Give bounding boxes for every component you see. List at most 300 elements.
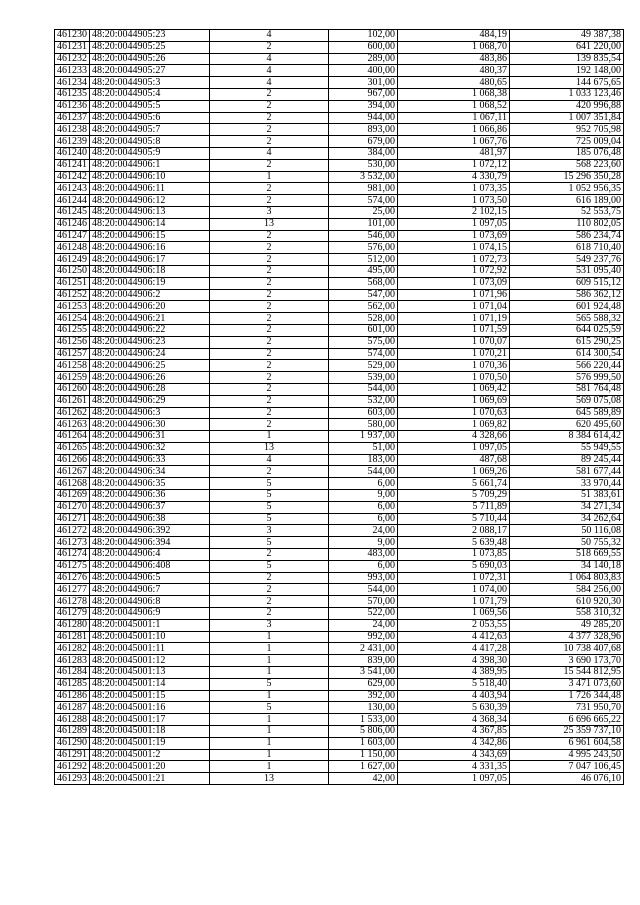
area-cell: 392,00 xyxy=(329,690,398,702)
unit-value-cell: 487,68 xyxy=(398,454,510,466)
cadastral-value-cell: 7 047 106,45 xyxy=(510,761,624,773)
area-cell: 102,00 xyxy=(329,30,398,42)
unit-value-cell: 2 102,15 xyxy=(398,206,510,218)
category-cell: 2 xyxy=(210,136,329,148)
cadastral-value-cell: 584 256,00 xyxy=(510,584,624,596)
cadastral-value-cell: 641 220,00 xyxy=(510,41,624,53)
cadastral-value-cell: 616 189,00 xyxy=(510,195,624,207)
cadastral-number-cell: 48:20:0045001:12 xyxy=(90,655,210,667)
table-row xyxy=(55,584,624,596)
unit-value-cell: 484,19 xyxy=(398,30,510,42)
table-row xyxy=(55,442,624,454)
cadastral-value-cell: 565 588,32 xyxy=(510,313,624,325)
unit-value-cell: 1 070,21 xyxy=(398,348,510,360)
cadastral-number-cell: 48:20:0044905:6 xyxy=(90,112,210,124)
table-row xyxy=(55,655,624,667)
area-cell: 51,00 xyxy=(329,442,398,454)
cadastral-number-cell: 48:20:0044906:31 xyxy=(90,431,210,443)
table-row xyxy=(55,171,624,183)
cadastral-value-cell: 51 383,61 xyxy=(510,490,624,502)
table-row xyxy=(55,478,624,490)
category-cell: 2 xyxy=(210,88,329,100)
unit-value-cell: 4 403,94 xyxy=(398,690,510,702)
cadastral-value-cell: 55 949,55 xyxy=(510,442,624,454)
cadastral-value-cell: 110 802,05 xyxy=(510,218,624,230)
table-row xyxy=(55,100,624,112)
cadastral-number-cell: 48:20:0044905:8 xyxy=(90,136,210,148)
category-cell: 4 xyxy=(210,77,329,89)
cadastral-number-cell: 48:20:0044906:36 xyxy=(90,490,210,502)
category-cell: 2 xyxy=(210,372,329,384)
table-row xyxy=(55,667,624,679)
area-cell: 183,00 xyxy=(329,454,398,466)
table-row xyxy=(55,407,624,419)
unit-value-cell: 1 068,70 xyxy=(398,41,510,53)
unit-value-cell: 5 518,40 xyxy=(398,678,510,690)
category-cell: 2 xyxy=(210,572,329,584)
area-cell: 495,00 xyxy=(329,265,398,277)
cadastral-number-cell: 48:20:0044906:33 xyxy=(90,454,210,466)
cadastral-number-cell: 48:20:0044906:16 xyxy=(90,242,210,254)
row-number-cell: 461249 xyxy=(55,254,90,266)
table-row xyxy=(55,749,624,761)
unit-value-cell: 5 709,29 xyxy=(398,490,510,502)
table-row xyxy=(55,726,624,738)
row-number-cell: 461230 xyxy=(55,30,90,42)
unit-value-cell: 1 073,35 xyxy=(398,183,510,195)
category-cell: 2 xyxy=(210,230,329,242)
row-number-cell: 461282 xyxy=(55,643,90,655)
row-number-cell: 461266 xyxy=(55,454,90,466)
area-cell: 530,00 xyxy=(329,159,398,171)
area-cell: 6,00 xyxy=(329,501,398,513)
cadastral-number-cell: 48:20:0045001:16 xyxy=(90,702,210,714)
category-cell: 1 xyxy=(210,761,329,773)
unit-value-cell: 1 070,50 xyxy=(398,372,510,384)
cadastral-value-cell: 34 140,18 xyxy=(510,560,624,572)
area-cell: 992,00 xyxy=(329,631,398,643)
row-number-cell: 461265 xyxy=(55,442,90,454)
cadastral-number-cell: 48:20:0045001:21 xyxy=(90,773,210,785)
cadastral-number-cell: 48:20:0044906:15 xyxy=(90,230,210,242)
category-cell: 2 xyxy=(210,466,329,478)
unit-value-cell: 1 097,05 xyxy=(398,773,510,785)
row-number-cell: 461272 xyxy=(55,525,90,537)
cadastral-number-cell: 48:20:0044905:26 xyxy=(90,53,210,65)
cadastral-value-cell: 25 359 737,10 xyxy=(510,726,624,738)
table-row xyxy=(55,183,624,195)
unit-value-cell: 1 069,82 xyxy=(398,419,510,431)
cadastral-value-cell: 144 675,65 xyxy=(510,77,624,89)
cadastral-value-cell: 566 220,44 xyxy=(510,360,624,372)
row-number-cell: 461271 xyxy=(55,513,90,525)
area-cell: 301,00 xyxy=(329,77,398,89)
category-cell: 5 xyxy=(210,560,329,572)
table-row xyxy=(55,549,624,561)
table-row xyxy=(55,643,624,655)
area-cell: 601,00 xyxy=(329,324,398,336)
category-cell: 2 xyxy=(210,277,329,289)
category-cell: 4 xyxy=(210,65,329,77)
cadastral-value-cell: 549 237,76 xyxy=(510,254,624,266)
row-number-cell: 461263 xyxy=(55,419,90,431)
cadastral-value-cell: 15 296 350,28 xyxy=(510,171,624,183)
unit-value-cell: 1 069,42 xyxy=(398,383,510,395)
cadastral-value-cell: 1 726 344,48 xyxy=(510,690,624,702)
cadastral-number-cell: 48:20:0044906:24 xyxy=(90,348,210,360)
category-cell: 2 xyxy=(210,265,329,277)
table-row xyxy=(55,454,624,466)
category-cell: 2 xyxy=(210,100,329,112)
area-cell: 580,00 xyxy=(329,419,398,431)
category-cell: 5 xyxy=(210,702,329,714)
row-number-cell: 461280 xyxy=(55,619,90,631)
row-number-cell: 461278 xyxy=(55,596,90,608)
category-cell: 5 xyxy=(210,490,329,502)
category-cell: 2 xyxy=(210,313,329,325)
row-number-cell: 461255 xyxy=(55,324,90,336)
table-row xyxy=(55,419,624,431)
area-cell: 5 806,00 xyxy=(329,726,398,738)
cadastral-number-cell: 48:20:0044906:32 xyxy=(90,442,210,454)
table-body xyxy=(55,30,624,785)
unit-value-cell: 1 068,38 xyxy=(398,88,510,100)
row-number-cell: 461243 xyxy=(55,183,90,195)
cadastral-value-cell: 34 262,64 xyxy=(510,513,624,525)
unit-value-cell: 1 069,69 xyxy=(398,395,510,407)
unit-value-cell: 5 661,74 xyxy=(398,478,510,490)
table-row xyxy=(55,383,624,395)
table-row xyxy=(55,702,624,714)
unit-value-cell: 1 068,52 xyxy=(398,100,510,112)
table-row xyxy=(55,572,624,584)
row-number-cell: 461251 xyxy=(55,277,90,289)
cadastral-number-cell: 48:20:0044906:1 xyxy=(90,159,210,171)
area-cell: 679,00 xyxy=(329,136,398,148)
area-cell: 1 533,00 xyxy=(329,714,398,726)
row-number-cell: 461239 xyxy=(55,136,90,148)
table-row xyxy=(55,596,624,608)
row-number-cell: 461286 xyxy=(55,690,90,702)
area-cell: 546,00 xyxy=(329,230,398,242)
unit-value-cell: 1 074,15 xyxy=(398,242,510,254)
area-cell: 3 532,00 xyxy=(329,171,398,183)
table-row xyxy=(55,678,624,690)
category-cell: 5 xyxy=(210,678,329,690)
cadastral-value-cell: 1 033 123,46 xyxy=(510,88,624,100)
table-row xyxy=(55,65,624,77)
cadastral-number-cell: 48:20:0044906:5 xyxy=(90,572,210,584)
row-number-cell: 461240 xyxy=(55,147,90,159)
row-number-cell: 461284 xyxy=(55,667,90,679)
area-cell: 1 150,00 xyxy=(329,749,398,761)
row-number-cell: 461275 xyxy=(55,560,90,572)
category-cell: 1 xyxy=(210,667,329,679)
area-cell: 483,00 xyxy=(329,549,398,561)
row-number-cell: 461273 xyxy=(55,537,90,549)
table-row xyxy=(55,466,624,478)
unit-value-cell: 1 073,50 xyxy=(398,195,510,207)
unit-value-cell: 4 328,66 xyxy=(398,431,510,443)
unit-value-cell: 1 070,36 xyxy=(398,360,510,372)
cadastral-number-cell: 48:20:0044906:21 xyxy=(90,313,210,325)
cadastral-value-cell: 192 148,00 xyxy=(510,65,624,77)
cadastral-value-cell: 8 384 614,42 xyxy=(510,431,624,443)
table-row xyxy=(55,395,624,407)
table-row xyxy=(55,313,624,325)
table-row xyxy=(55,690,624,702)
cadastral-number-cell: 48:20:0044906:23 xyxy=(90,336,210,348)
table-row xyxy=(55,136,624,148)
row-number-cell: 461258 xyxy=(55,360,90,372)
cadastral-value-cell: 49 387,38 xyxy=(510,30,624,42)
unit-value-cell: 4 368,34 xyxy=(398,714,510,726)
cadastral-value-cell: 4 377 328,96 xyxy=(510,631,624,643)
cadastral-value-cell: 576 999,50 xyxy=(510,372,624,384)
table-row xyxy=(55,360,624,372)
row-number-cell: 461252 xyxy=(55,289,90,301)
row-number-cell: 461283 xyxy=(55,655,90,667)
unit-value-cell: 5 690,03 xyxy=(398,560,510,572)
table-row xyxy=(55,88,624,100)
cadastral-number-cell: 48:20:0045001:2 xyxy=(90,749,210,761)
cadastral-number-cell: 48:20:0044906:17 xyxy=(90,254,210,266)
cadastral-number-cell: 48:20:0044905:4 xyxy=(90,88,210,100)
cadastral-number-cell: 48:20:0044906:408 xyxy=(90,560,210,572)
area-cell: 603,00 xyxy=(329,407,398,419)
unit-value-cell: 1 072,73 xyxy=(398,254,510,266)
cadastral-value-cell: 3 690 173,70 xyxy=(510,655,624,667)
cadastral-number-cell: 48:20:0045001:10 xyxy=(90,631,210,643)
unit-value-cell: 1 073,85 xyxy=(398,549,510,561)
cadastral-number-cell: 48:20:0044906:13 xyxy=(90,206,210,218)
cadastral-value-cell: 33 970,44 xyxy=(510,478,624,490)
row-number-cell: 461246 xyxy=(55,218,90,230)
row-number-cell: 461237 xyxy=(55,112,90,124)
area-cell: 394,00 xyxy=(329,100,398,112)
cadastral-value-cell: 50 116,08 xyxy=(510,525,624,537)
area-cell: 528,00 xyxy=(329,313,398,325)
table-row xyxy=(55,277,624,289)
cadastral-number-cell: 48:20:0044906:14 xyxy=(90,218,210,230)
row-number-cell: 461238 xyxy=(55,124,90,136)
cadastral-number-cell: 48:20:0044906:8 xyxy=(90,596,210,608)
table-row xyxy=(55,254,624,266)
row-number-cell: 461250 xyxy=(55,265,90,277)
cadastral-value-cell: 50 755,32 xyxy=(510,537,624,549)
area-cell: 967,00 xyxy=(329,88,398,100)
category-cell: 3 xyxy=(210,206,329,218)
area-cell: 981,00 xyxy=(329,183,398,195)
cadastral-value-cell: 49 285,20 xyxy=(510,619,624,631)
category-cell: 3 xyxy=(210,525,329,537)
row-number-cell: 461291 xyxy=(55,749,90,761)
row-number-cell: 461242 xyxy=(55,171,90,183)
cadastral-number-cell: 48:20:0044906:10 xyxy=(90,171,210,183)
unit-value-cell: 4 331,35 xyxy=(398,761,510,773)
table-row xyxy=(55,324,624,336)
cadastral-value-cell: 185 076,48 xyxy=(510,147,624,159)
cadastral-value-cell: 568 223,60 xyxy=(510,159,624,171)
category-cell: 4 xyxy=(210,454,329,466)
unit-value-cell: 5 630,39 xyxy=(398,702,510,714)
table-row xyxy=(55,490,624,502)
area-cell: 6,00 xyxy=(329,560,398,572)
cadastral-number-cell: 48:20:0044905:5 xyxy=(90,100,210,112)
cadastral-number-cell: 48:20:0045001:14 xyxy=(90,678,210,690)
area-cell: 384,00 xyxy=(329,147,398,159)
cadastral-number-cell: 48:20:0044905:3 xyxy=(90,77,210,89)
category-cell: 1 xyxy=(210,431,329,443)
cadastral-value-cell: 46 076,10 xyxy=(510,773,624,785)
cadastral-number-cell: 48:20:0044905:7 xyxy=(90,124,210,136)
row-number-cell: 461254 xyxy=(55,313,90,325)
table-row xyxy=(55,301,624,313)
cadastral-number-cell: 48:20:0044906:19 xyxy=(90,277,210,289)
area-cell: 3 541,00 xyxy=(329,667,398,679)
category-cell: 2 xyxy=(210,301,329,313)
row-number-cell: 461287 xyxy=(55,702,90,714)
cadastral-number-cell: 48:20:0045001:13 xyxy=(90,667,210,679)
row-number-cell: 461269 xyxy=(55,490,90,502)
unit-value-cell: 4 389,95 xyxy=(398,667,510,679)
table-row xyxy=(55,147,624,159)
area-cell: 24,00 xyxy=(329,525,398,537)
area-cell: 101,00 xyxy=(329,218,398,230)
area-cell: 944,00 xyxy=(329,112,398,124)
area-cell: 1 627,00 xyxy=(329,761,398,773)
cadastral-number-cell: 48:20:0044906:18 xyxy=(90,265,210,277)
category-cell: 13 xyxy=(210,218,329,230)
cadastral-value-cell: 52 553,75 xyxy=(510,206,624,218)
cadastral-number-cell: 48:20:0045001:19 xyxy=(90,737,210,749)
unit-value-cell: 1 071,04 xyxy=(398,301,510,313)
row-number-cell: 461256 xyxy=(55,336,90,348)
table-row xyxy=(55,124,624,136)
unit-value-cell: 1 071,19 xyxy=(398,313,510,325)
row-number-cell: 461236 xyxy=(55,100,90,112)
table-row xyxy=(55,560,624,572)
table-row xyxy=(55,501,624,513)
area-cell: 574,00 xyxy=(329,348,398,360)
cadastral-number-cell: 48:20:0044906:29 xyxy=(90,395,210,407)
cadastral-number-cell: 48:20:0045001:11 xyxy=(90,643,210,655)
area-cell: 568,00 xyxy=(329,277,398,289)
cadastral-number-cell: 48:20:0044905:25 xyxy=(90,41,210,53)
cadastral-value-cell: 6 696 665,22 xyxy=(510,714,624,726)
unit-value-cell: 5 639,48 xyxy=(398,537,510,549)
cadastral-number-cell: 48:20:0045001:20 xyxy=(90,761,210,773)
area-cell: 539,00 xyxy=(329,372,398,384)
unit-value-cell: 4 398,30 xyxy=(398,655,510,667)
cadastral-value-cell: 3 471 073,60 xyxy=(510,678,624,690)
cadastral-number-cell: 48:20:0044906:392 xyxy=(90,525,210,537)
row-number-cell: 461245 xyxy=(55,206,90,218)
row-number-cell: 461261 xyxy=(55,395,90,407)
row-number-cell: 461274 xyxy=(55,549,90,561)
cadastral-number-cell: 48:20:0044905:9 xyxy=(90,147,210,159)
category-cell: 2 xyxy=(210,289,329,301)
area-cell: 42,00 xyxy=(329,773,398,785)
cadastral-value-cell: 586 362,12 xyxy=(510,289,624,301)
row-number-cell: 461264 xyxy=(55,431,90,443)
row-number-cell: 461233 xyxy=(55,65,90,77)
area-cell: 9,00 xyxy=(329,490,398,502)
area-cell: 6,00 xyxy=(329,478,398,490)
area-cell: 289,00 xyxy=(329,53,398,65)
category-cell: 2 xyxy=(210,195,329,207)
cadastral-number-cell: 48:20:0044906:11 xyxy=(90,183,210,195)
cadastral-number-cell: 48:20:0044906:35 xyxy=(90,478,210,490)
cadastral-value-cell: 1 052 956,35 xyxy=(510,183,624,195)
cadastral-value-cell: 6 961 604,58 xyxy=(510,737,624,749)
unit-value-cell: 1 073,69 xyxy=(398,230,510,242)
unit-value-cell: 4 342,86 xyxy=(398,737,510,749)
row-number-cell: 461268 xyxy=(55,478,90,490)
area-cell: 574,00 xyxy=(329,195,398,207)
cadastral-value-cell: 610 920,30 xyxy=(510,596,624,608)
unit-value-cell: 1 097,05 xyxy=(398,218,510,230)
category-cell: 2 xyxy=(210,360,329,372)
category-cell: 1 xyxy=(210,631,329,643)
cadastral-number-cell: 48:20:0044906:28 xyxy=(90,383,210,395)
unit-value-cell: 1 074,00 xyxy=(398,584,510,596)
cadastral-value-cell: 558 310,32 xyxy=(510,608,624,620)
category-cell: 2 xyxy=(210,407,329,419)
category-cell: 5 xyxy=(210,537,329,549)
cadastral-number-cell: 48:20:0044906:12 xyxy=(90,195,210,207)
category-cell: 2 xyxy=(210,324,329,336)
unit-value-cell: 5 710,44 xyxy=(398,513,510,525)
cadastral-number-cell: 48:20:0044906:394 xyxy=(90,537,210,549)
unit-value-cell: 1 070,63 xyxy=(398,407,510,419)
unit-value-cell: 1 067,11 xyxy=(398,112,510,124)
category-cell: 2 xyxy=(210,112,329,124)
table-row xyxy=(55,372,624,384)
table-row xyxy=(55,53,624,65)
category-cell: 2 xyxy=(210,395,329,407)
table-row xyxy=(55,41,624,53)
area-cell: 24,00 xyxy=(329,619,398,631)
table-row xyxy=(55,773,624,785)
cadastral-value-cell: 731 950,70 xyxy=(510,702,624,714)
unit-value-cell: 1 097,05 xyxy=(398,442,510,454)
unit-value-cell: 1 069,26 xyxy=(398,466,510,478)
unit-value-cell: 481,97 xyxy=(398,147,510,159)
row-number-cell: 461231 xyxy=(55,41,90,53)
row-number-cell: 461257 xyxy=(55,348,90,360)
row-number-cell: 461267 xyxy=(55,466,90,478)
unit-value-cell: 2 088,17 xyxy=(398,525,510,537)
category-cell: 1 xyxy=(210,749,329,761)
category-cell: 2 xyxy=(210,336,329,348)
cadastral-value-cell: 601 924,48 xyxy=(510,301,624,313)
row-number-cell: 461235 xyxy=(55,88,90,100)
category-cell: 2 xyxy=(210,596,329,608)
table-row xyxy=(55,619,624,631)
unit-value-cell: 1 066,86 xyxy=(398,124,510,136)
cadastral-value-cell: 15 544 812,95 xyxy=(510,667,624,679)
area-cell: 400,00 xyxy=(329,65,398,77)
cadastral-value-cell: 1 007 351,84 xyxy=(510,112,624,124)
cadastral-value-cell: 618 710,40 xyxy=(510,242,624,254)
unit-value-cell: 480,65 xyxy=(398,77,510,89)
row-number-cell: 461253 xyxy=(55,301,90,313)
row-number-cell: 461293 xyxy=(55,773,90,785)
row-number-cell: 461241 xyxy=(55,159,90,171)
cadastral-number-cell: 48:20:0044906:22 xyxy=(90,324,210,336)
unit-value-cell: 1 073,09 xyxy=(398,277,510,289)
